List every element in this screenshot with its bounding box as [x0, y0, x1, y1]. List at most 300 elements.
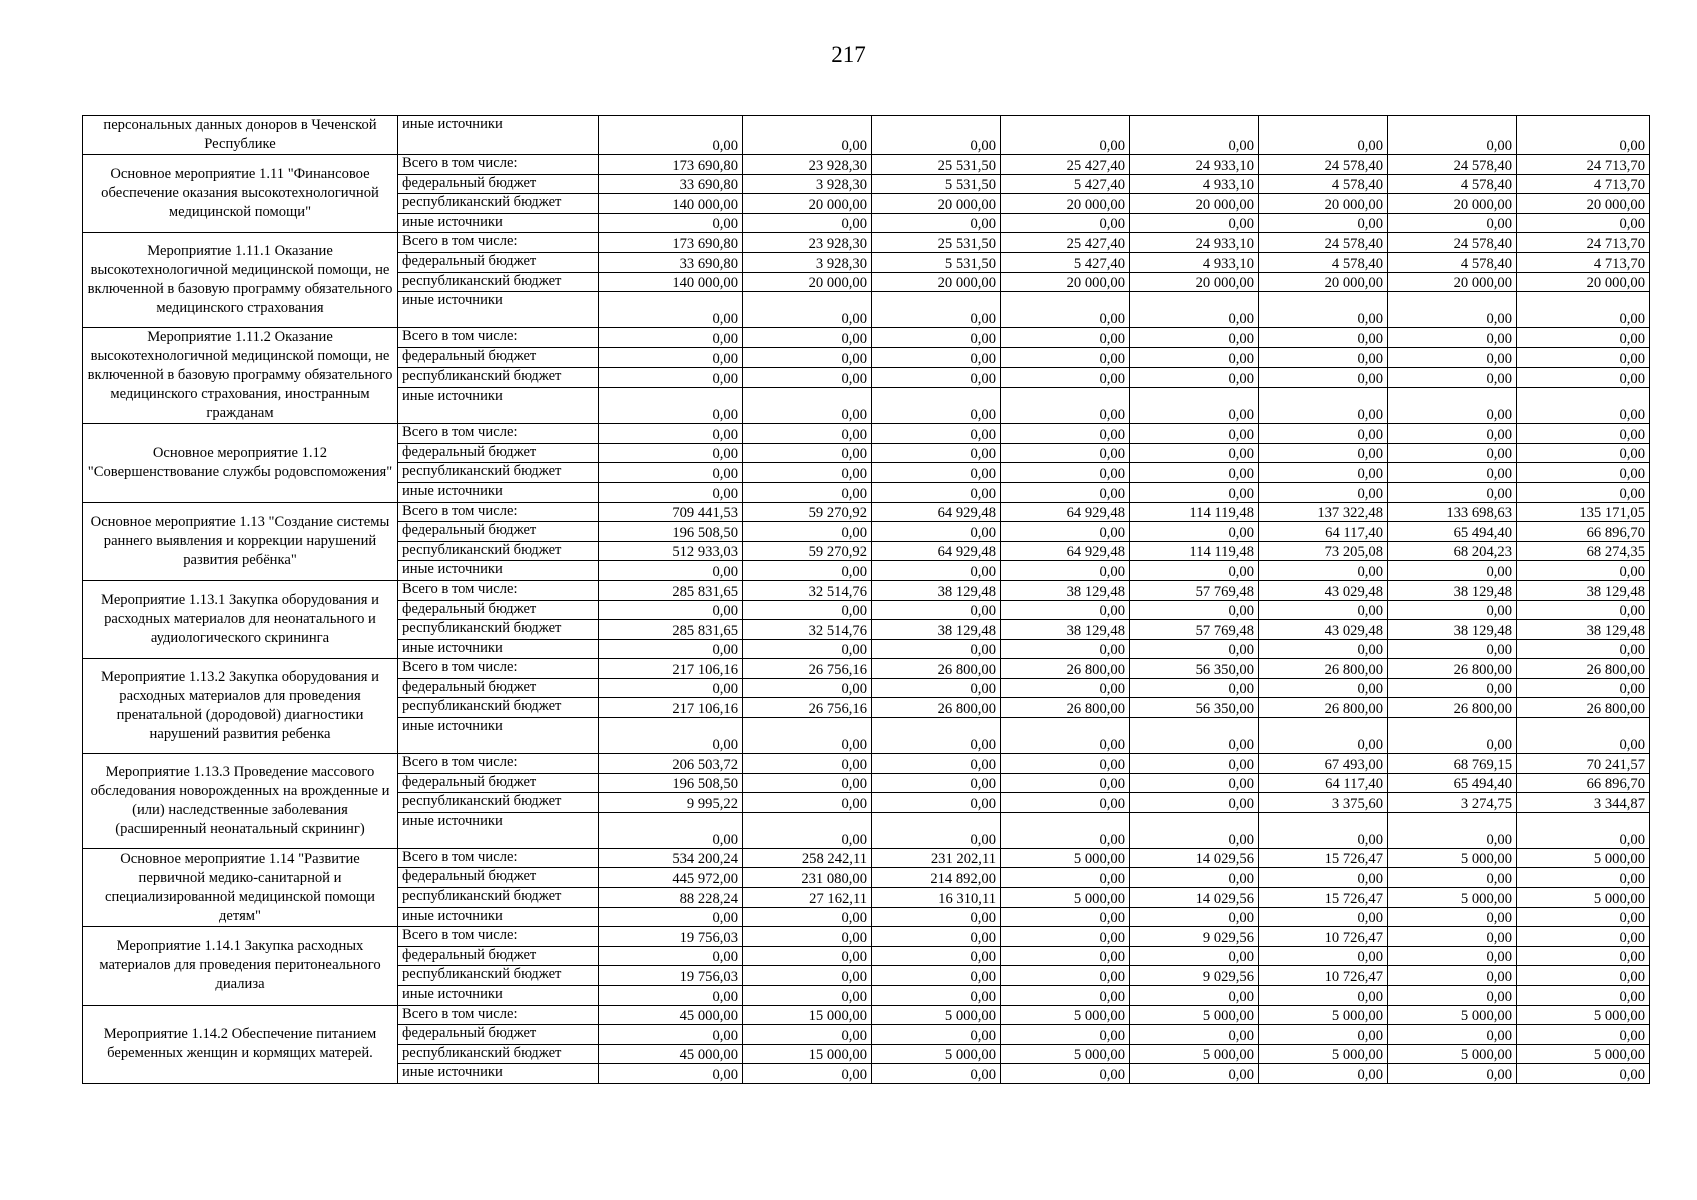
- amount-cell: 0,00: [1259, 868, 1388, 888]
- amount-cell: 0,00: [1259, 387, 1388, 423]
- amount-cell: 0,00: [1388, 678, 1517, 698]
- amount-cell: 0,00: [743, 639, 872, 659]
- amount-cell: 23 928,30: [743, 155, 872, 175]
- amount-cell: 26 756,16: [743, 659, 872, 679]
- amount-cell: 0,00: [599, 986, 743, 1006]
- amount-cell: 0,00: [743, 1025, 872, 1045]
- amount-cell: 0,00: [743, 367, 872, 387]
- amount-cell: 68 274,35: [1517, 541, 1650, 561]
- amount-cell: 0,00: [872, 812, 1001, 848]
- amount-cell: 26 800,00: [1517, 659, 1650, 679]
- amount-cell: 0,00: [1001, 678, 1130, 698]
- funding-source-cell: иные источники: [398, 986, 599, 1006]
- amount-cell: 0,00: [1130, 387, 1259, 423]
- amount-cell: 0,00: [599, 424, 743, 444]
- amount-cell: 23 928,30: [743, 233, 872, 253]
- amount-cell: 0,00: [599, 812, 743, 848]
- amount-cell: 0,00: [1259, 907, 1388, 927]
- amount-cell: 9 029,56: [1130, 966, 1259, 986]
- amount-cell: 20 000,00: [743, 194, 872, 214]
- amount-cell: 4 713,70: [1517, 174, 1650, 194]
- measure-name-cell: Мероприятие 1.11.2 Оказание высокотехнологичной медицинской помощи, не включенной в базовую программу обязательного медицинского страхования, иностранным гражданам: [83, 328, 398, 424]
- amount-cell: 0,00: [1130, 328, 1259, 348]
- page-number: 217: [831, 42, 866, 67]
- amount-cell: 5 000,00: [1130, 1005, 1259, 1025]
- amount-cell: 0,00: [872, 946, 1001, 966]
- funding-source-cell: иные источники: [398, 1064, 599, 1084]
- amount-cell: 173 690,80: [599, 155, 743, 175]
- amount-cell: 0,00: [599, 1064, 743, 1084]
- amount-cell: 15 726,47: [1259, 888, 1388, 908]
- amount-cell: 66 896,70: [1517, 522, 1650, 542]
- funding-source-cell: республиканский бюджет: [398, 888, 599, 908]
- amount-cell: 0,00: [1130, 1064, 1259, 1084]
- table-row: [83, 424, 1650, 444]
- funding-source-cell: федеральный бюджет: [398, 600, 599, 620]
- amount-cell: 5 000,00: [1001, 888, 1130, 908]
- amount-cell: 59 270,92: [743, 541, 872, 561]
- amount-cell: 38 129,48: [872, 580, 1001, 600]
- amount-cell: 0,00: [1259, 718, 1388, 754]
- amount-cell: 206 503,72: [599, 754, 743, 774]
- amount-cell: 0,00: [743, 927, 872, 947]
- amount-cell: 445 972,00: [599, 868, 743, 888]
- amount-cell: 88 228,24: [599, 888, 743, 908]
- amount-cell: 0,00: [1517, 812, 1650, 848]
- amount-cell: 0,00: [743, 116, 872, 155]
- amount-cell: 5 000,00: [1517, 1005, 1650, 1025]
- amount-cell: 0,00: [1259, 367, 1388, 387]
- amount-cell: 0,00: [872, 793, 1001, 813]
- amount-cell: 5 427,40: [1001, 174, 1130, 194]
- amount-cell: 0,00: [872, 387, 1001, 423]
- amount-cell: 0,00: [1130, 946, 1259, 966]
- amount-cell: 0,00: [872, 1025, 1001, 1045]
- measure-name-cell: Мероприятие 1.13.3 Проведение массового обследования новорожденных на врожденные и (или) наследственные заболевания (расширенный неонатальный скрининг): [83, 754, 398, 849]
- amount-cell: 0,00: [1001, 639, 1130, 659]
- measure-name-cell: Основное мероприятие 1.13 "Создание системы раннего выявления и коррекции нарушений развития ребёнка": [83, 502, 398, 580]
- amount-cell: 26 800,00: [1001, 659, 1130, 679]
- amount-cell: 0,00: [1388, 986, 1517, 1006]
- measure-name-cell: Основное мероприятие 1.11 "Финансовое обеспечение оказания высокотехнологичной медицинской помощи": [83, 155, 398, 233]
- amount-cell: 20 000,00: [872, 272, 1001, 292]
- amount-cell: 43 029,48: [1259, 580, 1388, 600]
- amount-cell: 0,00: [1259, 812, 1388, 848]
- amount-cell: 0,00: [1130, 868, 1259, 888]
- amount-cell: 0,00: [1388, 1064, 1517, 1084]
- measure-name-cell: Мероприятие 1.13.1 Закупка оборудования и расходных материалов для неонатального и аудиологического скрининга: [83, 580, 398, 658]
- amount-cell: 24 713,70: [1517, 233, 1650, 253]
- amount-cell: 0,00: [599, 1025, 743, 1045]
- amount-cell: 65 494,40: [1388, 522, 1517, 542]
- amount-cell: 0,00: [1517, 482, 1650, 502]
- amount-cell: 0,00: [1388, 600, 1517, 620]
- amount-cell: 217 106,16: [599, 698, 743, 718]
- amount-cell: 0,00: [743, 1064, 872, 1084]
- measure-name-cell: Основное мероприятие 1.12 "Совершенствование службы родовспоможения": [83, 424, 398, 502]
- amount-cell: 20 000,00: [1259, 194, 1388, 214]
- funding-source-cell: иные источники: [398, 639, 599, 659]
- amount-cell: 38 129,48: [872, 620, 1001, 640]
- amount-cell: 20 000,00: [1001, 194, 1130, 214]
- amount-cell: 68 769,15: [1388, 754, 1517, 774]
- funding-source-cell: республиканский бюджет: [398, 620, 599, 640]
- amount-cell: 3 928,30: [743, 174, 872, 194]
- amount-cell: 0,00: [872, 482, 1001, 502]
- amount-cell: 0,00: [1001, 348, 1130, 368]
- funding-source-cell: федеральный бюджет: [398, 678, 599, 698]
- amount-cell: 0,00: [1130, 116, 1259, 155]
- amount-cell: 0,00: [599, 387, 743, 423]
- amount-cell: 38 129,48: [1001, 580, 1130, 600]
- table-row: [83, 927, 1650, 947]
- amount-cell: 38 129,48: [1517, 580, 1650, 600]
- amount-cell: 32 514,76: [743, 620, 872, 640]
- amount-cell: 20 000,00: [1517, 272, 1650, 292]
- amount-cell: 0,00: [1517, 639, 1650, 659]
- amount-cell: 4 578,40: [1388, 252, 1517, 272]
- amount-cell: 70 241,57: [1517, 754, 1650, 774]
- amount-cell: 5 000,00: [1388, 848, 1517, 868]
- amount-cell: 0,00: [1517, 1064, 1650, 1084]
- amount-cell: 64 929,48: [1001, 541, 1130, 561]
- amount-cell: 0,00: [1388, 424, 1517, 444]
- amount-cell: 24 933,10: [1130, 155, 1259, 175]
- amount-cell: 0,00: [1388, 213, 1517, 233]
- amount-cell: 3 928,30: [743, 252, 872, 272]
- amount-cell: 0,00: [1259, 348, 1388, 368]
- amount-cell: 0,00: [1517, 678, 1650, 698]
- funding-source-cell: Всего в том числе:: [398, 155, 599, 175]
- amount-cell: 9 029,56: [1130, 927, 1259, 947]
- amount-cell: 173 690,80: [599, 233, 743, 253]
- amount-cell: 64 929,48: [1001, 502, 1130, 522]
- amount-cell: 0,00: [1517, 116, 1650, 155]
- funding-source-cell: иные источники: [398, 387, 599, 423]
- amount-cell: 20 000,00: [1517, 194, 1650, 214]
- amount-cell: 3 274,75: [1388, 793, 1517, 813]
- amount-cell: 0,00: [872, 348, 1001, 368]
- amount-cell: 0,00: [743, 678, 872, 698]
- amount-cell: 0,00: [599, 639, 743, 659]
- amount-cell: 0,00: [1001, 292, 1130, 328]
- amount-cell: 0,00: [599, 443, 743, 463]
- funding-source-cell: Всего в том числе:: [398, 927, 599, 947]
- amount-cell: 33 690,80: [599, 252, 743, 272]
- amount-cell: 0,00: [1517, 387, 1650, 423]
- amount-cell: 0,00: [743, 213, 872, 233]
- amount-cell: 0,00: [1388, 443, 1517, 463]
- amount-cell: 0,00: [872, 1064, 1001, 1084]
- amount-cell: 24 713,70: [1517, 155, 1650, 175]
- amount-cell: 0,00: [1259, 600, 1388, 620]
- amount-cell: 0,00: [872, 773, 1001, 793]
- amount-cell: 38 129,48: [1388, 620, 1517, 640]
- table-row: [83, 328, 1650, 348]
- funding-source-cell: федеральный бюджет: [398, 1025, 599, 1045]
- amount-cell: 26 800,00: [1517, 698, 1650, 718]
- amount-cell: 20 000,00: [1130, 194, 1259, 214]
- funding-source-cell: иные источники: [398, 116, 599, 155]
- amount-cell: 0,00: [1517, 328, 1650, 348]
- amount-cell: 5 427,40: [1001, 252, 1130, 272]
- amount-cell: 0,00: [872, 522, 1001, 542]
- funding-source-cell: иные источники: [398, 292, 599, 328]
- amount-cell: 5 000,00: [1001, 1044, 1130, 1064]
- amount-cell: 0,00: [1001, 213, 1130, 233]
- amount-cell: 16 310,11: [872, 888, 1001, 908]
- amount-cell: 26 800,00: [872, 659, 1001, 679]
- amount-cell: 0,00: [1130, 639, 1259, 659]
- table-row: [83, 502, 1650, 522]
- amount-cell: 0,00: [1130, 986, 1259, 1006]
- amount-cell: 20 000,00: [1130, 272, 1259, 292]
- funding-source-cell: федеральный бюджет: [398, 252, 599, 272]
- amount-cell: 0,00: [1259, 561, 1388, 581]
- amount-cell: 24 578,40: [1259, 155, 1388, 175]
- amount-cell: 133 698,63: [1388, 502, 1517, 522]
- amount-cell: 0,00: [1001, 966, 1130, 986]
- amount-cell: 38 129,48: [1517, 620, 1650, 640]
- amount-cell: 0,00: [1130, 561, 1259, 581]
- amount-cell: 5 000,00: [1130, 1044, 1259, 1064]
- amount-cell: 10 726,47: [1259, 966, 1388, 986]
- amount-cell: 38 129,48: [1001, 620, 1130, 640]
- amount-cell: 0,00: [599, 292, 743, 328]
- funding-source-cell: федеральный бюджет: [398, 868, 599, 888]
- amount-cell: 73 205,08: [1259, 541, 1388, 561]
- amount-cell: 0,00: [872, 424, 1001, 444]
- amount-cell: 0,00: [1259, 639, 1388, 659]
- amount-cell: 26 800,00: [1001, 698, 1130, 718]
- amount-cell: 196 508,50: [599, 522, 743, 542]
- amount-cell: 0,00: [872, 639, 1001, 659]
- amount-cell: 14 029,56: [1130, 848, 1259, 868]
- amount-cell: 64 117,40: [1259, 522, 1388, 542]
- amount-cell: 15 726,47: [1259, 848, 1388, 868]
- amount-cell: 0,00: [1517, 966, 1650, 986]
- amount-cell: 0,00: [1001, 600, 1130, 620]
- amount-cell: 19 756,03: [599, 927, 743, 947]
- amount-cell: 0,00: [1001, 812, 1130, 848]
- amount-cell: 0,00: [599, 600, 743, 620]
- amount-cell: 0,00: [1001, 986, 1130, 1006]
- amount-cell: 534 200,24: [599, 848, 743, 868]
- amount-cell: 0,00: [1388, 1025, 1517, 1045]
- amount-cell: 4 713,70: [1517, 252, 1650, 272]
- amount-cell: 0,00: [1517, 463, 1650, 483]
- funding-source-cell: федеральный бюджет: [398, 946, 599, 966]
- amount-cell: 0,00: [743, 292, 872, 328]
- amount-cell: 0,00: [1517, 718, 1650, 754]
- table-row: [83, 116, 1650, 155]
- amount-cell: 0,00: [872, 986, 1001, 1006]
- funding-source-cell: федеральный бюджет: [398, 443, 599, 463]
- amount-cell: 15 000,00: [743, 1005, 872, 1025]
- amount-cell: 0,00: [1001, 424, 1130, 444]
- amount-cell: 0,00: [1130, 773, 1259, 793]
- amount-cell: 0,00: [1001, 927, 1130, 947]
- amount-cell: 64 117,40: [1259, 773, 1388, 793]
- amount-cell: 137 322,48: [1259, 502, 1388, 522]
- amount-cell: 56 350,00: [1130, 698, 1259, 718]
- amount-cell: 20 000,00: [743, 272, 872, 292]
- amount-cell: 38 129,48: [1388, 580, 1517, 600]
- funding-source-cell: федеральный бюджет: [398, 174, 599, 194]
- amount-cell: 0,00: [743, 348, 872, 368]
- amount-cell: 0,00: [872, 678, 1001, 698]
- amount-cell: 0,00: [1001, 718, 1130, 754]
- funding-source-cell: республиканский бюджет: [398, 367, 599, 387]
- amount-cell: 0,00: [1001, 522, 1130, 542]
- amount-cell: 0,00: [1001, 1025, 1130, 1045]
- amount-cell: 114 119,48: [1130, 541, 1259, 561]
- measure-name-cell: персональных данных доноров в Чеченской Республике: [83, 116, 398, 155]
- amount-cell: 24 578,40: [1388, 155, 1517, 175]
- funding-source-cell: Всего в том числе:: [398, 754, 599, 774]
- amount-cell: 4 578,40: [1388, 174, 1517, 194]
- amount-cell: 0,00: [599, 678, 743, 698]
- amount-cell: 24 578,40: [1259, 233, 1388, 253]
- amount-cell: 0,00: [1259, 678, 1388, 698]
- amount-cell: 0,00: [1130, 793, 1259, 813]
- amount-cell: 0,00: [1259, 1025, 1388, 1045]
- funding-source-cell: Всего в том числе:: [398, 424, 599, 444]
- amount-cell: 9 995,22: [599, 793, 743, 813]
- amount-cell: 0,00: [1001, 482, 1130, 502]
- amount-cell: 0,00: [1517, 561, 1650, 581]
- amount-cell: 26 800,00: [1259, 659, 1388, 679]
- amount-cell: 67 493,00: [1259, 754, 1388, 774]
- amount-cell: 20 000,00: [1259, 272, 1388, 292]
- amount-cell: 0,00: [743, 463, 872, 483]
- amount-cell: 196 508,50: [599, 773, 743, 793]
- funding-source-cell: федеральный бюджет: [398, 348, 599, 368]
- amount-cell: 5 000,00: [872, 1044, 1001, 1064]
- amount-cell: 0,00: [599, 328, 743, 348]
- funding-source-cell: республиканский бюджет: [398, 698, 599, 718]
- amount-cell: 0,00: [1259, 328, 1388, 348]
- amount-cell: 0,00: [1388, 348, 1517, 368]
- amount-cell: 64 929,48: [872, 541, 1001, 561]
- funding-source-cell: республиканский бюджет: [398, 272, 599, 292]
- amount-cell: 0,00: [1001, 868, 1130, 888]
- measure-name-cell: Мероприятие 1.14.2 Обеспечение питанием беременных женщин и кормящих матерей.: [83, 1005, 398, 1083]
- amount-cell: 0,00: [599, 561, 743, 581]
- amount-cell: 0,00: [743, 812, 872, 848]
- amount-cell: 5 000,00: [872, 1005, 1001, 1025]
- amount-cell: 66 896,70: [1517, 773, 1650, 793]
- amount-cell: 0,00: [1517, 907, 1650, 927]
- amount-cell: 56 350,00: [1130, 659, 1259, 679]
- amount-cell: 0,00: [1388, 387, 1517, 423]
- amount-cell: 0,00: [1130, 1025, 1259, 1045]
- amount-cell: 0,00: [743, 754, 872, 774]
- amount-cell: 0,00: [1259, 292, 1388, 328]
- funding-source-cell: республиканский бюджет: [398, 463, 599, 483]
- amount-cell: 0,00: [1388, 927, 1517, 947]
- amount-cell: 0,00: [1388, 812, 1517, 848]
- table-row: [83, 659, 1650, 679]
- amount-cell: 231 202,11: [872, 848, 1001, 868]
- amount-cell: 10 726,47: [1259, 927, 1388, 947]
- amount-cell: 59 270,92: [743, 502, 872, 522]
- amount-cell: 64 929,48: [872, 502, 1001, 522]
- amount-cell: 0,00: [599, 463, 743, 483]
- table-body: [83, 116, 1650, 1084]
- amount-cell: 0,00: [743, 328, 872, 348]
- funding-source-cell: республиканский бюджет: [398, 1044, 599, 1064]
- table-row: [83, 754, 1650, 774]
- amount-cell: 0,00: [1001, 387, 1130, 423]
- amount-cell: 65 494,40: [1388, 773, 1517, 793]
- amount-cell: 0,00: [1130, 718, 1259, 754]
- amount-cell: 0,00: [872, 463, 1001, 483]
- amount-cell: 0,00: [872, 328, 1001, 348]
- amount-cell: 0,00: [1517, 946, 1650, 966]
- funding-source-cell: иные источники: [398, 812, 599, 848]
- amount-cell: 0,00: [1001, 793, 1130, 813]
- measure-name-cell: Мероприятие 1.14.1 Закупка расходных материалов для проведения перитонеального диализа: [83, 927, 398, 1005]
- amount-cell: 24 933,10: [1130, 233, 1259, 253]
- table-row: [83, 848, 1650, 868]
- amount-cell: 27 162,11: [743, 888, 872, 908]
- amount-cell: 0,00: [743, 946, 872, 966]
- amount-cell: 5 000,00: [1001, 1005, 1130, 1025]
- funding-source-cell: иные источники: [398, 718, 599, 754]
- amount-cell: 4 933,10: [1130, 174, 1259, 194]
- amount-cell: 0,00: [1130, 754, 1259, 774]
- amount-cell: 0,00: [743, 482, 872, 502]
- amount-cell: 25 531,50: [872, 233, 1001, 253]
- amount-cell: 0,00: [1388, 718, 1517, 754]
- measure-name-cell: Мероприятие 1.11.1 Оказание высокотехнологичной медицинской помощи, не включенной в базовую программу обязательного медицинского страхования: [83, 233, 398, 328]
- amount-cell: 5 000,00: [1517, 888, 1650, 908]
- amount-cell: 0,00: [743, 966, 872, 986]
- measure-name-cell: Основное мероприятие 1.14 "Развитие первичной медико-санитарной и специализированной медицинской помощи детям": [83, 848, 398, 926]
- amount-cell: 0,00: [1130, 463, 1259, 483]
- amount-cell: 0,00: [1259, 946, 1388, 966]
- amount-cell: 0,00: [1517, 868, 1650, 888]
- amount-cell: 5 000,00: [1259, 1044, 1388, 1064]
- funding-source-cell: Всего в том числе:: [398, 580, 599, 600]
- amount-cell: 231 080,00: [743, 868, 872, 888]
- amount-cell: 0,00: [1130, 348, 1259, 368]
- amount-cell: 0,00: [743, 718, 872, 754]
- amount-cell: 0,00: [1388, 561, 1517, 581]
- amount-cell: 4 578,40: [1259, 252, 1388, 272]
- funding-source-cell: федеральный бюджет: [398, 773, 599, 793]
- amount-cell: 0,00: [872, 907, 1001, 927]
- amount-cell: 0,00: [1130, 292, 1259, 328]
- amount-cell: 0,00: [1259, 1064, 1388, 1084]
- funding-source-cell: Всего в том числе:: [398, 328, 599, 348]
- amount-cell: 0,00: [1001, 773, 1130, 793]
- amount-cell: 0,00: [1001, 946, 1130, 966]
- amount-cell: 0,00: [743, 424, 872, 444]
- amount-cell: 0,00: [1259, 482, 1388, 502]
- amount-cell: 0,00: [1130, 600, 1259, 620]
- amount-cell: 0,00: [1388, 482, 1517, 502]
- amount-cell: 25 531,50: [872, 155, 1001, 175]
- amount-cell: 114 119,48: [1130, 502, 1259, 522]
- amount-cell: 25 427,40: [1001, 155, 1130, 175]
- amount-cell: 20 000,00: [1001, 272, 1130, 292]
- amount-cell: 0,00: [1388, 907, 1517, 927]
- amount-cell: 0,00: [1259, 463, 1388, 483]
- amount-cell: 0,00: [1001, 561, 1130, 581]
- amount-cell: 43 029,48: [1259, 620, 1388, 640]
